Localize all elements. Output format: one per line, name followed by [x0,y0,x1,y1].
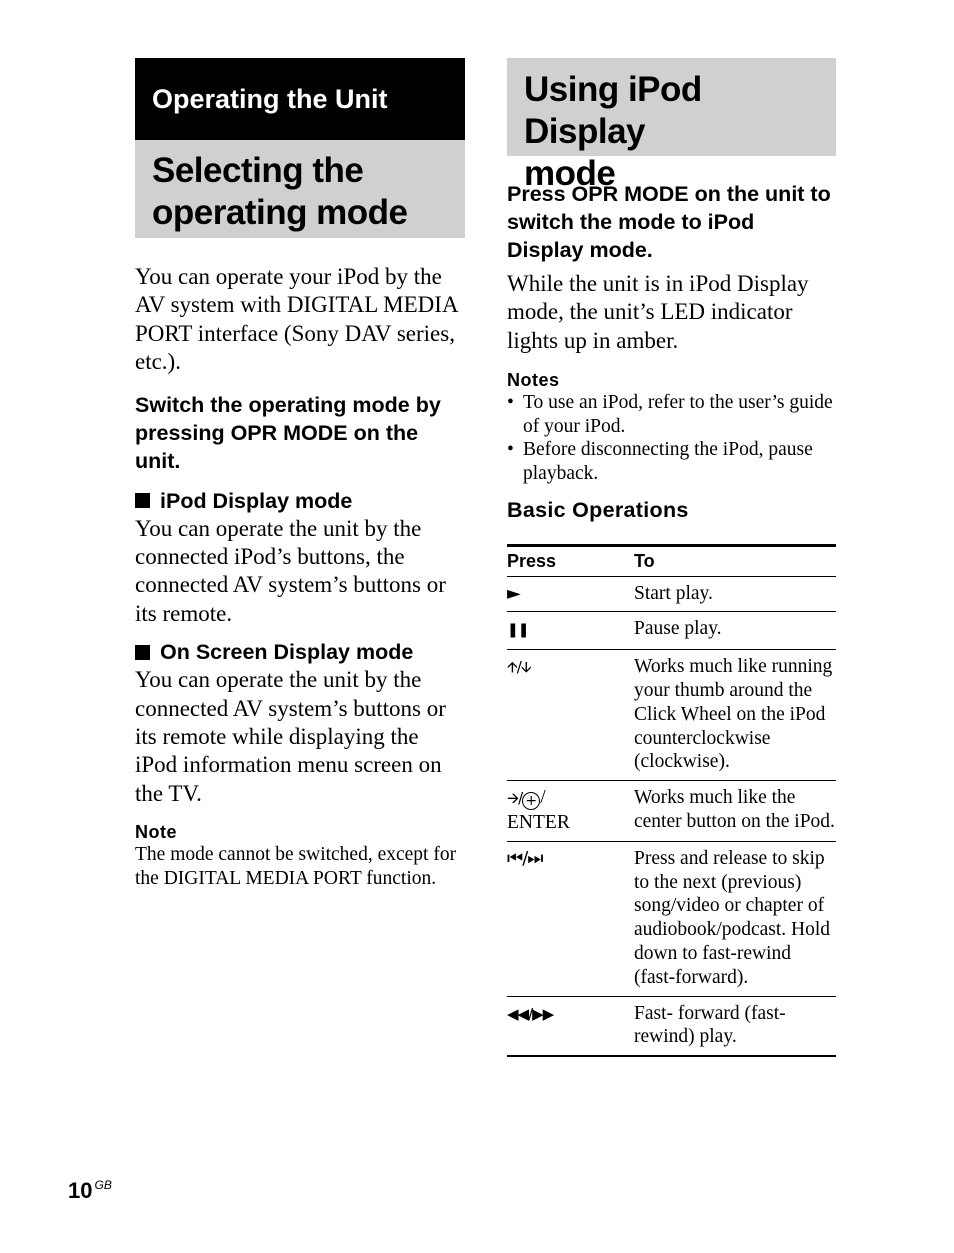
right-arrow-enter-icon: 🡪/ + / ENTER [507,781,634,842]
square-bullet-icon [135,493,150,508]
table-cell-to: Works much like the center button on the iPod. [634,781,836,842]
table-header-row [507,545,836,576]
column-header-to: To [634,545,836,576]
list-item: • To use an iPod, refer to the user’s guide of your iPod. [507,391,836,438]
table-row [507,781,836,842]
table-cell-to: Pause play. [634,612,836,650]
section-title [507,58,836,193]
section-tab [135,58,465,140]
square-bullet-icon [135,645,150,660]
page-title [135,140,465,238]
table-row [507,576,836,612]
note-text: The mode cannot be switched, except for the DIGITAL MEDIA PORT function. [135,844,457,890]
basic-operations-heading: Basic Operations [507,497,689,522]
intro-paragraph: You can operate your iPod by the AV system with DIGITAL MEDIA PORT interface (Sony DAV series, etc.). [135,264,458,375]
notes-heading: Notes [507,370,560,391]
table-cell-to: Fast- forward (fast-rewind) play. [634,996,836,1056]
note-heading: Note [135,822,177,843]
table-cell-to: Start play. [634,576,836,612]
left-column [135,58,465,891]
mode-description-ipod-display: You can operate the unit by the connected iPod’s buttons, the connected AV system’s buttons or its remote. [135,515,446,626]
notes-list [507,391,836,485]
page-title-line1: Selecting the [152,151,364,190]
press-opr-instruction: Press OPR MODE on the unit to switch the mode to iPod Display mode. [507,182,831,262]
table-row [507,612,836,650]
page-number-value: 10 [68,1178,93,1203]
rewind-forward-icon: ◀◀/▶▶ [507,996,634,1056]
mode-heading-on-screen-display [135,638,465,666]
circle-plus-icon: + [522,792,540,810]
table-cell-to: Works much like running your thumb around the Click Wheel on the iPod counterclockwise (clockwise). [634,650,836,781]
page-number [68,1178,112,1204]
switch-mode-instruction: Switch the operating mode by pressing OPR MODE on the unit. [135,392,441,473]
section-title-line2: mode [524,154,616,193]
table-row [507,650,836,781]
pause-button-icon: ❚❚ [507,612,634,650]
list-item: • Before disconnecting the iPod, pause playback. [507,438,836,485]
mode-heading-ipod-display [135,487,465,515]
table-row [507,841,836,996]
section-tab-label: Operating the Unit [152,84,388,114]
right-column [507,58,836,1057]
skip-prev-next-icon: ⏮/⏭ [507,841,634,996]
up-down-arrow-icon: 🡩/🡫 [507,650,634,781]
table-row [507,996,836,1056]
mode-heading-label: On Screen Display mode [160,640,414,665]
mode-description-on-screen-display: You can operate the unit by the connected AV system’s buttons or its remote while displaying the iPod information menu screen on the TV. [135,667,446,806]
page-number-suffix: GB [94,1178,112,1192]
play-button-icon: ► [507,576,634,612]
table-cell-to: Press and release to skip to the next (previous) song/video or chapter of audiobook/podcast. Hold down to fast-rewind (fast-forward). [634,841,836,996]
operations-table [507,544,836,1058]
section-title-line1: Using iPod Display [524,70,702,151]
column-header-press: Press [507,545,634,576]
ipod-display-description: While the unit is in iPod Display mode, the unit’s LED indicator lights up in amber. [507,271,809,353]
page-title-line2: operating mode [152,193,408,232]
mode-heading-label: iPod Display mode [160,488,353,513]
